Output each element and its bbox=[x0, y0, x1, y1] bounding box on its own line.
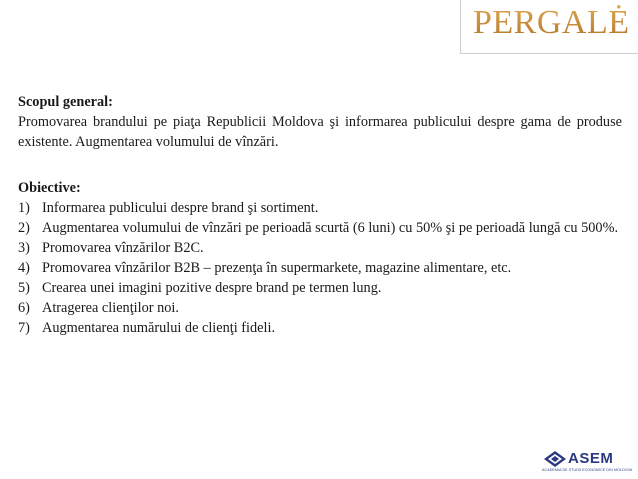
objective-number: 7) bbox=[18, 320, 30, 336]
objective-number: 4) bbox=[18, 260, 30, 276]
objective-number: 3) bbox=[18, 240, 30, 256]
objective-text: Promovarea vînzărilor B2B – prezenţa în supermarkete, magazine alimentare, etc. bbox=[42, 260, 512, 276]
asem-logo-subtitle: ACADEMIA DE STUDII ECONOMICE DIN MOLDOVA bbox=[542, 468, 633, 472]
objective-item bbox=[18, 258, 622, 278]
general-goal-title: Scopul general: bbox=[18, 94, 113, 110]
objective-item bbox=[18, 318, 622, 338]
section-gap bbox=[18, 152, 622, 178]
brand-logo-box bbox=[460, 0, 638, 54]
pergale-logo: PERGALĖ bbox=[473, 4, 630, 41]
objective-text: Augmentarea numărului de clienţi fideli. bbox=[42, 320, 276, 336]
objective-number: 2) bbox=[18, 220, 30, 236]
slide-content bbox=[18, 92, 622, 338]
objective-number: 5) bbox=[18, 280, 30, 296]
objective-item bbox=[18, 198, 622, 218]
asem-emblem-icon bbox=[544, 451, 566, 467]
objectives-title: Obiective: bbox=[18, 180, 81, 196]
objective-text: Crearea unei imagini pozitive despre brand pe termen lung. bbox=[42, 280, 382, 296]
objective-item bbox=[18, 278, 622, 298]
objective-item bbox=[18, 218, 622, 238]
general-goal-text: Promovarea brandului pe piaţa Republicii Moldova şi informarea publicului despre gama de produse existente. Augmentarea volumului de vînzări. bbox=[18, 114, 622, 150]
objectives-list bbox=[18, 198, 622, 338]
objective-number: 1) bbox=[18, 200, 30, 216]
objective-item bbox=[18, 298, 622, 318]
objective-text: Augmentarea volumului de vînzări pe perioadă scurtă (6 luni) cu 50% şi pe perioadă lungă cu 500%. bbox=[42, 220, 619, 236]
objective-text: Promovarea vînzărilor B2C. bbox=[42, 240, 204, 256]
asem-logo-text: ASEM bbox=[568, 450, 614, 467]
asem-logo bbox=[540, 448, 638, 478]
objective-text: Informarea publicului despre brand şi sortiment. bbox=[42, 200, 319, 216]
objective-number: 6) bbox=[18, 300, 30, 316]
objective-item bbox=[18, 238, 622, 258]
objective-text: Atragerea clienţilor noi. bbox=[42, 300, 179, 316]
